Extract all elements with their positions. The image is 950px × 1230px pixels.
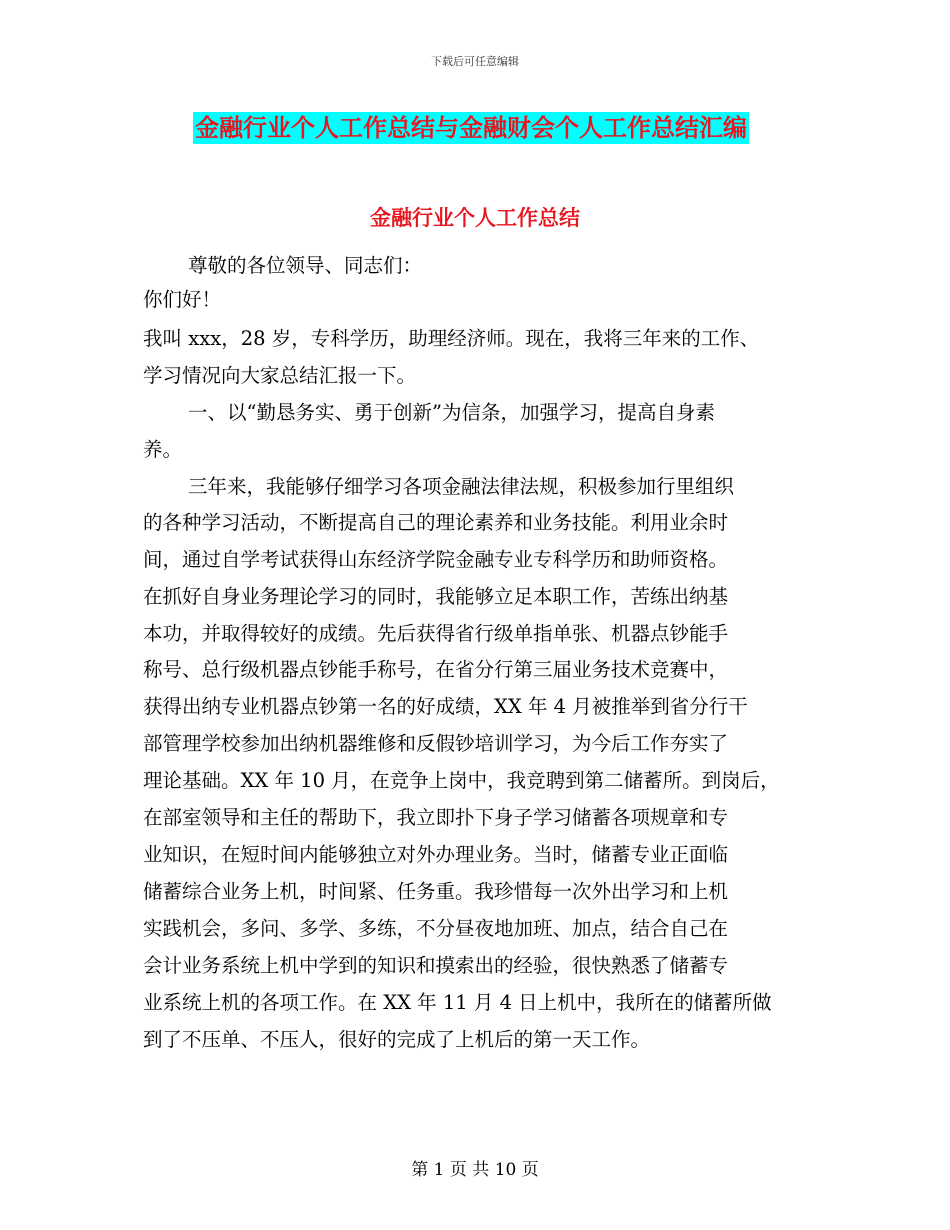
section-title: 金融行业个人工作总结 [370, 206, 580, 230]
body-line: 在抓好自身业务理论学习的同时，我能够立足本职工作，苦练出纳基 [143, 585, 729, 608]
body-line: 的各种学习活动，不断提高自己的理论素养和业务技能。利用业余时 [143, 511, 729, 534]
header-note: 下载后可任意编辑 [431, 55, 519, 68]
body-line: 学习情况向大家总结汇报一下。 [143, 364, 417, 387]
body-line: 到了不压单、不压人，很好的完成了上机后的第一天工作。 [143, 1028, 651, 1051]
main-title: 金融行业个人工作总结与金融财会个人工作总结汇编 [195, 114, 747, 142]
body-line: 业知识，在短时间内能够独立对外办理业务。当时，储蓄专业正面临 [143, 843, 729, 866]
body-line: 我叫 xxx，28 岁，专科学历，助理经济师。现在，我将三年来的工作、 [143, 327, 760, 350]
body-line: 间，通过自学考试获得山东经济学院金融专业专科学历和助师资格。 [143, 548, 729, 571]
body-line: 尊敬的各位领导、同志们： [188, 254, 423, 277]
body-line: 业系统上机的各项工作。在 XX 年 11 月 4 日上机中，我所在的储蓄所做 [143, 991, 772, 1014]
body-line: 一、以“勤恳务实、勇于创新”为信条，加强学习，提高自身素 [188, 401, 715, 424]
body-line: 在部室领导和主任的帮助下，我立即扑下身子学习储蓄各项规章和专 [143, 806, 729, 829]
body-line: 本功，并取得较好的成绩。先后获得省行级单指单张、机器点钞能手 [143, 622, 729, 645]
body-line: 养。 [143, 438, 183, 461]
body-line: 会计业务系统上机中学到的知识和摸索出的经验，很快熟悉了储蓄专 [143, 954, 729, 977]
body-line: 获得出纳专业机器点钞第一名的好成绩，XX 年 4 月被推举到省分行干 [143, 695, 748, 718]
page-footer: 第 1 页 共 10 页 [411, 1160, 539, 1180]
body-line: 理论基础。XX 年 10 月，在竞争上岗中，我竞聘到第二储蓄所。到岗后， [143, 769, 780, 792]
body-line: 三年来，我能够仔细学习各项金融法律法规，积极参加行里组织 [188, 475, 735, 498]
body-line: 称号、总行级机器点钞能手称号，在省分行第三届业务技术竞赛中， [143, 658, 729, 681]
body-line: 储蓄综合业务上机，时间紧、任务重。我珍惜每一次外出学习和上机 [143, 880, 729, 903]
body-line: 你们好！ [143, 288, 222, 311]
body-line: 实践机会，多问、多学、多练，不分昼夜地加班、加点，结合自己在 [143, 917, 729, 940]
body-line: 部管理学校参加出纳机器维修和反假钞培训学习，为今后工作夯实了 [143, 732, 729, 755]
